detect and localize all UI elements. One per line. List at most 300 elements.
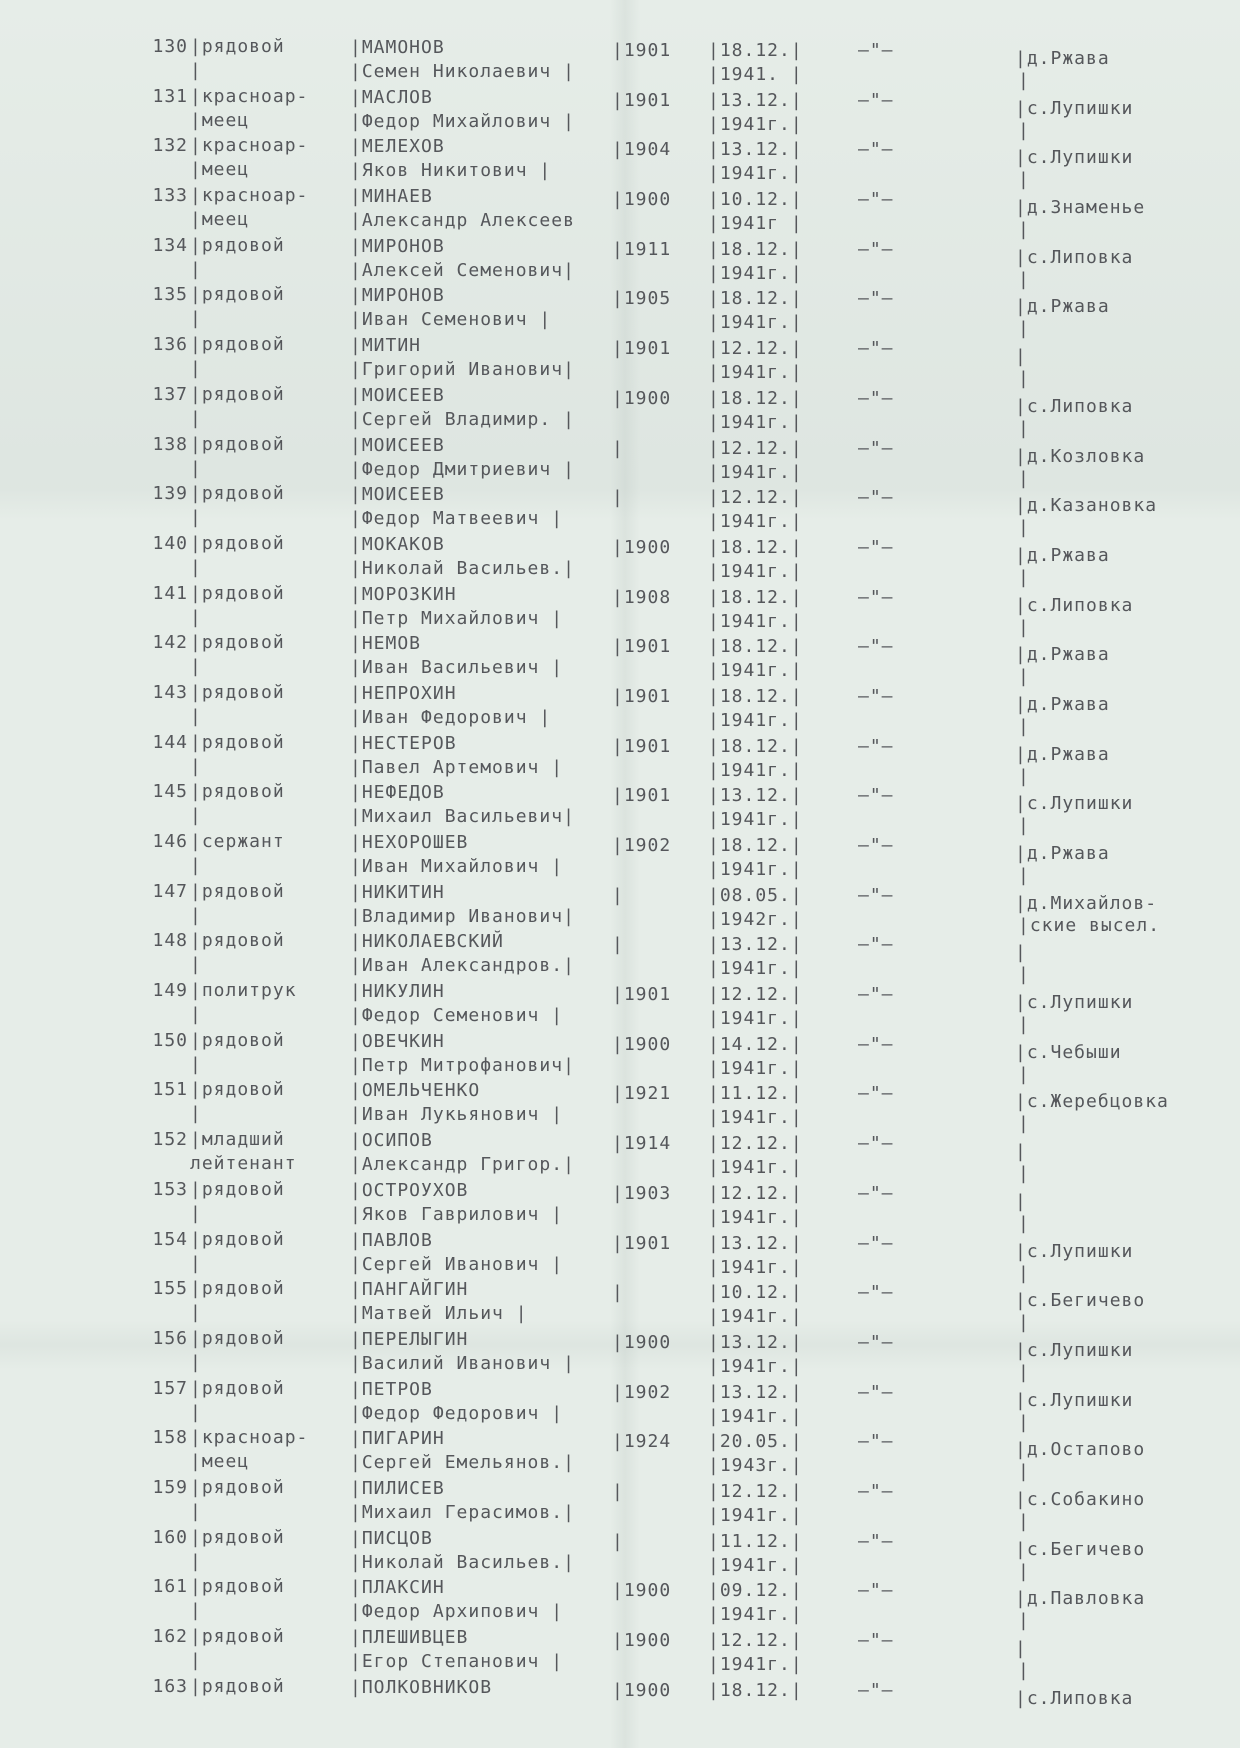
given-name-patronymic: |Федор Матвеевич |	[350, 508, 564, 530]
rank: |рядовой	[190, 433, 285, 455]
death-date: |18.12.|	[708, 735, 803, 757]
record-number: 157	[152, 1377, 188, 1399]
place-continued: |	[1018, 467, 1030, 489]
surname: |ПОЛКОВНИКОВ	[350, 1676, 493, 1698]
rank: |рядовой	[190, 532, 285, 554]
birth-year: |	[612, 884, 624, 906]
death-date: |13.12.|	[708, 1331, 803, 1353]
birth-year: |1905	[612, 288, 672, 310]
burial-place: |с.Лупишки	[1015, 992, 1134, 1014]
surname: |НЕСТЕРОВ	[350, 732, 457, 754]
rank: |рядовой	[190, 681, 285, 703]
birth-year: |1914	[612, 1133, 672, 1155]
given-name-patronymic: |Алексей Семенович|	[350, 259, 575, 281]
death-date: |13.12.|	[708, 139, 803, 161]
burial-place: |с.Лупишки	[1015, 97, 1134, 119]
burial-place: |с.Лупишки	[1015, 147, 1134, 169]
place-continued: |	[1018, 1610, 1030, 1632]
death-date: |14.12.|	[708, 1033, 803, 1055]
rank: |рядовой	[190, 632, 285, 654]
table-row	[0, 1575, 1240, 1632]
ditto-mark: —"—	[858, 984, 894, 1006]
death-year: |1941г.|	[708, 709, 803, 731]
given-name-patronymic: |Василий Иванович |	[350, 1352, 575, 1374]
death-year: |1941г.|	[708, 1157, 803, 1179]
record-number: 150	[152, 1029, 188, 1051]
surname: |МОИСЕЕВ	[350, 484, 445, 506]
death-date: |11.12.|	[708, 1530, 803, 1552]
table-row	[0, 35, 1240, 91]
ditto-mark: —"—	[858, 1182, 894, 1204]
surname: |ПАВЛОВ	[350, 1229, 433, 1251]
surname: |МОРОЗКИН	[350, 583, 457, 605]
burial-place: |с.Лупишки	[1015, 1339, 1134, 1361]
rank-continued: |	[190, 1351, 202, 1373]
place-continued: |	[1018, 1014, 1030, 1036]
surname: |ПИЛИСЕВ	[350, 1477, 445, 1499]
death-year: |1941г.|	[708, 809, 803, 831]
death-date: |12.12.|	[708, 984, 803, 1006]
place-continued: |	[1018, 1113, 1030, 1135]
place-continued: |	[1018, 219, 1030, 241]
place-continued: |	[1018, 1163, 1030, 1185]
ditto-mark: —"—	[858, 238, 894, 260]
surname: |МИРОНОВ	[350, 235, 445, 257]
rank-continued: лейтенант	[190, 1153, 297, 1175]
rank: |рядовой	[190, 383, 285, 405]
rank: |рядовой	[190, 1675, 285, 1697]
burial-place: |с.Лупишки	[1015, 793, 1134, 815]
birth-year: |1904	[612, 139, 672, 161]
birth-year: |1908	[612, 586, 672, 608]
burial-place: |с.Липовка	[1015, 395, 1134, 417]
table-row	[0, 929, 1240, 986]
record-number: 140	[152, 532, 188, 554]
burial-place: |с.Липовка	[1015, 246, 1134, 268]
rank: |политрук	[190, 980, 297, 1002]
rank: |рядовой	[190, 880, 285, 902]
death-date: |11.12.|	[708, 1083, 803, 1105]
rank: |рядовой	[190, 582, 285, 604]
birth-year: |1900	[612, 1679, 672, 1701]
given-name-patronymic: |Федор Семенович |	[350, 1005, 564, 1027]
given-name-patronymic: |Владимир Иванович|	[350, 905, 575, 927]
rank-continued: |меец	[190, 159, 250, 181]
birth-year: |1901	[612, 636, 672, 658]
rank-continued: |	[190, 755, 202, 777]
table-row	[0, 681, 1240, 737]
rank-continued: |меец	[190, 1451, 250, 1473]
surname: |НИКОЛАЕВСКИЙ	[350, 931, 504, 953]
rank-continued: |	[190, 457, 202, 479]
rank-continued: |	[190, 258, 202, 280]
given-name-patronymic: |Петр Михайлович |	[350, 607, 564, 629]
given-name-patronymic: |Егор Степанович |	[350, 1651, 564, 1672]
place-continued: |	[1018, 566, 1030, 588]
place-continued: |	[1018, 1461, 1030, 1483]
table-row	[0, 234, 1240, 290]
ditto-mark: —"—	[858, 487, 894, 509]
place-continued: |	[1018, 964, 1030, 986]
record-number: 152	[152, 1129, 188, 1151]
death-date: |13.12.|	[708, 1232, 803, 1254]
given-name-patronymic: |Александр Алексеев	[350, 210, 575, 232]
place-continued: |	[1018, 119, 1030, 141]
record-number: 134	[152, 234, 188, 256]
burial-place: |с.Лупишки	[1015, 1240, 1134, 1262]
rank-continued: |меец	[190, 209, 250, 231]
death-year: |1941г.|	[708, 1057, 803, 1079]
death-year: |1941г.|	[708, 759, 803, 781]
surname: |ОМЕЛЬЧЕНКО	[350, 1080, 481, 1102]
ditto-mark: —"—	[858, 89, 894, 111]
birth-year: |1900	[612, 1580, 672, 1602]
given-name-patronymic: |Иван Васильевич |	[350, 657, 564, 679]
burial-place: |д.Павловка	[1015, 1588, 1146, 1610]
birth-year: |1901	[612, 89, 672, 111]
record-number: 151	[152, 1079, 188, 1101]
given-name-patronymic: |Николай Васильев.|	[350, 557, 575, 579]
rank: |краснoар-	[190, 185, 309, 207]
death-year: |1941г.|	[708, 1554, 803, 1576]
death-year: |1941г.|	[708, 1306, 803, 1328]
rank: |рядовой	[190, 1278, 285, 1300]
death-year: |1941г.|	[708, 1256, 803, 1278]
given-name-patronymic: |Яков Гаврилович |	[350, 1203, 564, 1225]
ditto-mark: —"—	[858, 1679, 894, 1701]
death-year: |1941г.|	[708, 859, 803, 880]
place-continued: |	[1018, 765, 1030, 787]
rank-continued: |	[190, 1252, 202, 1274]
ditto-mark: —"—	[858, 1083, 894, 1105]
burial-place: |	[1015, 1141, 1027, 1163]
record-number: 136	[152, 334, 188, 356]
surname: |НИКУЛИН	[350, 981, 445, 1003]
place-continued: |	[1018, 666, 1030, 688]
birth-year: |1900	[612, 1033, 672, 1055]
table-row	[0, 134, 1240, 191]
rank: |рядовой	[190, 334, 285, 356]
birth-year: |1900	[612, 536, 672, 558]
place-continued: |	[1018, 318, 1030, 340]
rank-continued: |	[190, 556, 202, 578]
birth-year: |1901	[612, 685, 672, 707]
rank-continued: |	[190, 507, 202, 529]
rank-continued: |	[190, 1053, 202, 1075]
place-continued: |	[1018, 517, 1030, 539]
record-number: 147	[152, 880, 188, 902]
record-number: 138	[152, 433, 188, 455]
death-year: |1941г.|	[708, 1355, 803, 1377]
table-row	[0, 1327, 1240, 1383]
rank-continued: |	[190, 1401, 202, 1423]
ditto-mark: —"—	[858, 1232, 894, 1254]
burial-place: |с.Липовка	[1015, 594, 1134, 616]
rank-continued: |	[190, 308, 202, 330]
birth-year: |1900	[612, 387, 672, 409]
rank: |рядовой	[190, 1327, 285, 1349]
death-year: |1941г.|	[708, 362, 803, 384]
burial-place: |д.Остапово	[1015, 1439, 1146, 1461]
place-continued: |	[1018, 268, 1030, 290]
surname: |НЕХОРОШЕВ	[350, 832, 469, 853]
record-number: 139	[152, 483, 188, 505]
place-continued: |	[1018, 865, 1030, 886]
ditto-mark: —"—	[858, 1630, 894, 1651]
record-number: 135	[152, 284, 188, 306]
surname: |НЕФЕДОВ	[350, 782, 445, 804]
rank-continued: |	[190, 1103, 202, 1125]
birth-year: |	[612, 437, 624, 459]
birth-year: |1901	[612, 1232, 672, 1254]
given-name-patronymic: |Петр Митрофанович|	[350, 1054, 575, 1076]
rank-continued: |	[190, 358, 202, 380]
rank-continued: |	[190, 954, 202, 976]
rank-continued: |	[190, 904, 202, 926]
death-date: |12.12.|	[708, 338, 803, 360]
death-date: |18.12.|	[708, 685, 803, 707]
birth-year: |1901	[612, 984, 672, 1006]
surname: |МОИСЕЕВ	[350, 434, 445, 456]
birth-year: |1903	[612, 1182, 672, 1204]
place-continued: |	[1018, 1212, 1030, 1234]
table-row	[0, 85, 1240, 141]
death-date: |18.12.|	[708, 288, 803, 310]
death-year: |1941г.|	[708, 1654, 803, 1675]
rank: |рядовой	[190, 1576, 285, 1598]
rank: |рядовой	[190, 731, 285, 753]
surname: |МОИСЕЕВ	[350, 384, 445, 406]
birth-year: |	[612, 1480, 624, 1502]
given-name-patronymic: |Иван Александров.|	[350, 955, 575, 977]
birth-year: |1924	[612, 1431, 672, 1453]
burial-place: |с.Собакино	[1015, 1488, 1146, 1510]
table-row	[0, 433, 1240, 489]
death-year: |1941г.|	[708, 610, 803, 632]
surname: |ПИГАРИН	[350, 1428, 445, 1450]
surname: |МИНАЕВ	[350, 186, 433, 208]
birth-year: |	[612, 934, 624, 956]
rank-continued: |	[190, 656, 202, 678]
death-year: |1941г.|	[708, 1206, 803, 1228]
given-name-patronymic: |Семен Николаевич |	[350, 61, 575, 82]
surname: |НИКИТИН	[350, 881, 445, 903]
rank: |рядовой	[190, 1476, 285, 1498]
burial-place: |с.Лупишки	[1015, 1389, 1134, 1411]
rank: |рядовой	[190, 483, 285, 505]
record-number: 162	[152, 1626, 188, 1647]
burial-place: |	[1015, 1190, 1027, 1212]
death-year: |1941г |	[708, 213, 803, 235]
surname: |МАСЛОВ	[350, 86, 433, 108]
rank-continued: |	[190, 1302, 202, 1324]
record-number: 131	[152, 85, 188, 107]
burial-place: |	[1015, 942, 1027, 964]
table-row	[0, 1277, 1240, 1334]
surname: |ПЕТРОВ	[350, 1378, 433, 1400]
table-row	[0, 283, 1240, 340]
table-row	[0, 830, 1240, 886]
rank-continued: |	[190, 606, 202, 628]
burial-place: |д.Знаменье	[1015, 197, 1146, 219]
birth-year: |1921	[612, 1083, 672, 1105]
table-row	[0, 1675, 1240, 1725]
death-date: |09.12.|	[708, 1580, 803, 1602]
birth-year: |1901	[612, 338, 672, 360]
death-year: |1941г.|	[708, 312, 803, 334]
ditto-mark: —"—	[858, 934, 894, 956]
birth-year: |	[612, 1530, 624, 1552]
burial-place: |д.Козловка	[1015, 445, 1146, 467]
given-name-patronymic: |Федор Михайлович |	[350, 110, 575, 132]
death-date: |08.05.|	[708, 884, 803, 906]
given-name-patronymic: |Яков Никитович |	[350, 160, 552, 182]
rank-continued: |	[190, 1550, 202, 1572]
place-continued: |	[1018, 1312, 1030, 1334]
death-date: |18.12.|	[708, 536, 803, 558]
given-name-patronymic: |Федор Архипович |	[350, 1601, 564, 1623]
table-row	[0, 333, 1240, 390]
ditto-mark: —"—	[858, 1530, 894, 1552]
rank: |рядовой	[190, 1228, 285, 1250]
table-row	[0, 1078, 1240, 1135]
death-year: |1941г.|	[708, 163, 803, 185]
ditto-mark: —"—	[858, 1580, 894, 1602]
death-date: |10.12.|	[708, 189, 803, 211]
given-name-patronymic: |Иван Лукьянович |	[350, 1104, 564, 1126]
death-date: |12.12.|	[708, 1133, 803, 1155]
rank: |рядовой	[190, 1029, 285, 1051]
death-date: |18.12.|	[708, 40, 803, 61]
given-name-patronymic: |Сергей Иванович |	[350, 1253, 564, 1275]
ditto-mark: —"—	[858, 636, 894, 658]
record-number: 143	[152, 681, 188, 703]
surname: |ОСТРОУХОВ	[350, 1179, 469, 1201]
place-continued: |	[1018, 368, 1030, 390]
table-row	[0, 631, 1240, 688]
surname: |НЕМОВ	[350, 633, 422, 655]
surname: |МЕЛЕХОВ	[350, 136, 445, 158]
record-number: 148	[152, 930, 188, 952]
ditto-mark: —"—	[858, 685, 894, 707]
rank: |рядовой	[190, 1626, 285, 1647]
place-continued: |	[1018, 715, 1030, 737]
surname: |МИРОНОВ	[350, 285, 445, 307]
burial-place: |	[1015, 346, 1027, 368]
record-number: 133	[152, 185, 188, 207]
ditto-mark: —"—	[858, 139, 894, 161]
rank-continued: |	[190, 1202, 202, 1224]
burial-place: |д.Ржава	[1015, 48, 1110, 69]
record-number: 160	[152, 1526, 188, 1548]
death-date: |13.12.|	[708, 1381, 803, 1403]
surname: |ПЛАКСИН	[350, 1577, 445, 1599]
death-year: |1941г.|	[708, 958, 803, 980]
birth-year: |1901	[612, 785, 672, 807]
surname: |ОСИПОВ	[350, 1130, 433, 1152]
place-continued: |	[1018, 169, 1030, 191]
ditto-mark: —"—	[858, 835, 894, 856]
death-year: |1941г.|	[708, 1604, 803, 1626]
birth-year: |1902	[612, 1381, 672, 1403]
ditto-mark: —"—	[858, 437, 894, 459]
rank-continued: |	[190, 1500, 202, 1522]
rank-continued: |	[190, 855, 202, 876]
death-date: |12.12.|	[708, 1630, 803, 1651]
death-year: |1943г.|	[708, 1455, 803, 1477]
burial-place: |с.Бегичево	[1015, 1538, 1146, 1560]
ditto-mark: —"—	[858, 1133, 894, 1155]
ditto-mark: —"—	[858, 40, 894, 61]
birth-year: |1900	[612, 1630, 672, 1651]
ditto-mark: —"—	[858, 387, 894, 409]
rank: |рядовой	[190, 1178, 285, 1200]
death-date: |13.12.|	[708, 934, 803, 956]
table-row	[0, 482, 1240, 539]
table-row	[0, 1228, 1240, 1284]
death-year: |1942г.|	[708, 908, 803, 930]
ditto-mark: —"—	[858, 288, 894, 310]
given-name-patronymic: |Федор Федорович |	[350, 1402, 564, 1424]
surname: |НЕПРОХИН	[350, 682, 457, 704]
place-continued: |	[1018, 417, 1030, 439]
record-number: 141	[152, 582, 188, 604]
ditto-mark: —"—	[858, 586, 894, 608]
rank: |рядовой	[190, 930, 285, 952]
rank-continued: |	[190, 1650, 202, 1671]
place-continued: |	[1018, 1063, 1030, 1085]
given-name-patronymic: |Павел Артемович |	[350, 756, 564, 778]
record-number: 155	[152, 1278, 188, 1300]
ditto-mark: —"—	[858, 536, 894, 558]
burial-place: |д.Ржава	[1015, 693, 1110, 715]
rank-continued: |	[190, 1600, 202, 1622]
place-continued: |	[1018, 70, 1030, 91]
place-continued: |	[1018, 1560, 1030, 1582]
table-row	[0, 1128, 1240, 1185]
death-date: |18.12.|	[708, 387, 803, 409]
rank: |рядовой	[190, 284, 285, 306]
birth-year: |1911	[612, 238, 672, 260]
given-name-patronymic: |Сергей Владимир. |	[350, 408, 575, 430]
burial-place: |д.Михайлов-	[1015, 892, 1158, 914]
surname: |ОВЕЧКИН	[350, 1030, 445, 1052]
surname: |ПАНГАЙГИН	[350, 1279, 469, 1301]
death-year: |1941г.|	[708, 411, 803, 433]
table-row	[0, 1526, 1240, 1582]
table-row	[0, 1625, 1240, 1681]
table-row	[0, 1178, 1240, 1234]
death-date: |18.12.|	[708, 586, 803, 608]
table-row	[0, 731, 1240, 787]
place-continued: |	[1018, 1660, 1030, 1681]
surname: |ПЕРЕЛЫГИН	[350, 1328, 469, 1350]
surname: |ПИСЦОВ	[350, 1527, 433, 1549]
table-row	[0, 1476, 1240, 1532]
rank: |рядовой	[190, 1526, 285, 1548]
death-year: |1941г.|	[708, 560, 803, 582]
surname: |МАМОНОВ	[350, 37, 445, 58]
record-number: 159	[152, 1476, 188, 1498]
ditto-mark: —"—	[858, 735, 894, 757]
death-year: |1941г.|	[708, 511, 803, 533]
death-year: |1941г.|	[708, 660, 803, 682]
burial-place: |с.Чебыши	[1015, 1041, 1122, 1063]
given-name-patronymic: |Михаил Васильевич|	[350, 806, 575, 828]
death-date: |12.12.|	[708, 1480, 803, 1502]
birth-year: |1900	[612, 189, 672, 211]
burial-place: |д.Ржава	[1015, 544, 1110, 566]
